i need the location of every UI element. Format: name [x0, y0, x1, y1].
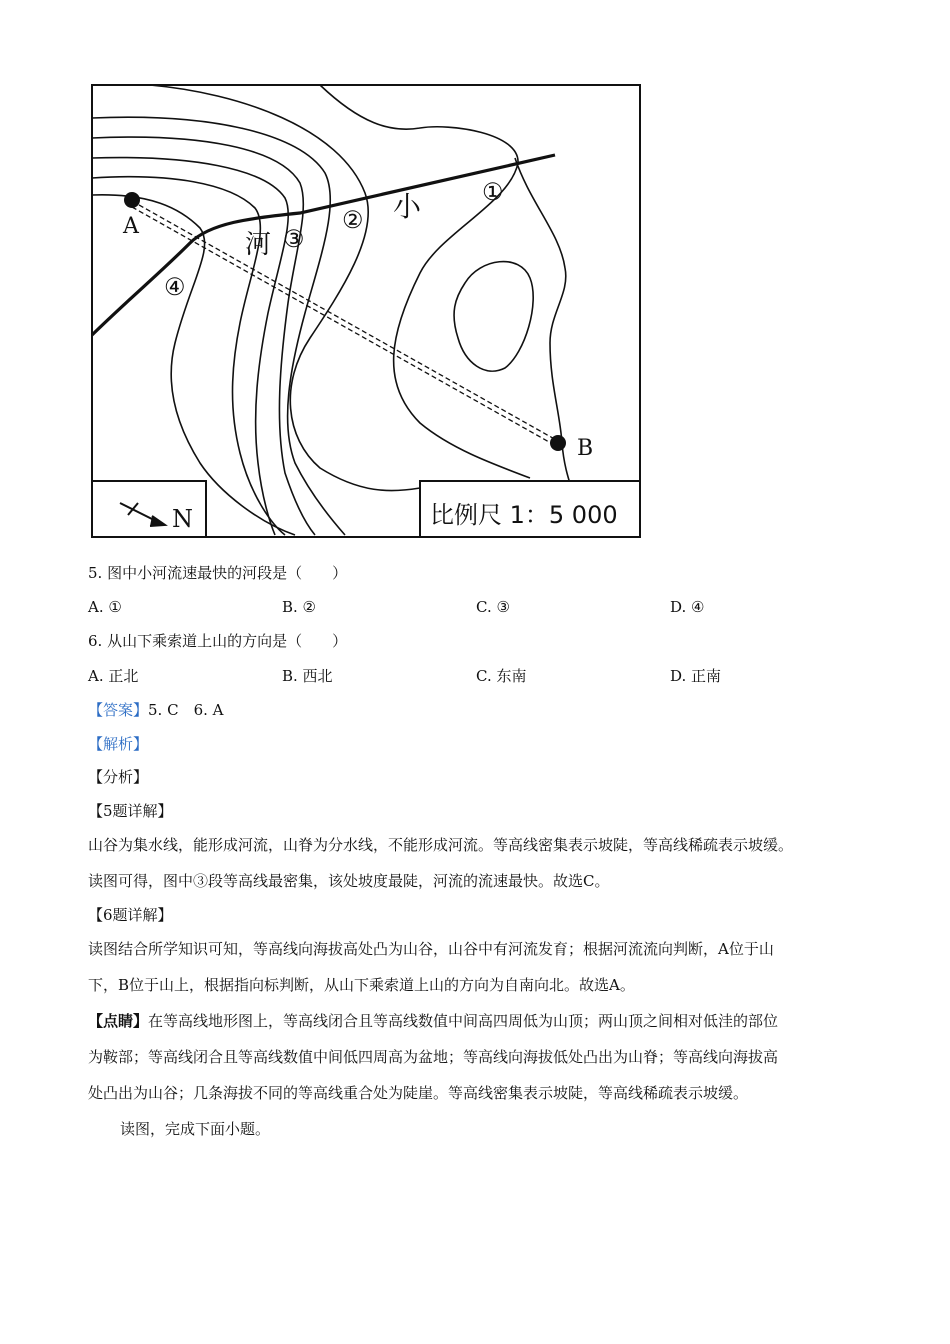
dianjing-text1: 在等高线地形图上，等高线闭合且等高线数值中间高四周低为山顶；两山顶之间相对低洼的部位	[148, 1012, 779, 1030]
answer-line	[88, 700, 224, 720]
q5-stem: 5. 图中小河流速最快的河段是（ ）	[88, 564, 348, 582]
detail5-line2: 读图可得，图中③段等高线最密集，该处坡度最陡，河流的流速最快。故选C。	[88, 872, 610, 890]
dianjing-line3: 处凸出为山谷；几条海拔不同的等高线重合处为陡崖。等高线密集表示坡陡，等高线稀疏表示坡缓。	[88, 1084, 749, 1102]
next-instruction: 读图，完成下面小题。	[120, 1120, 271, 1138]
answer-tag: 【答案】	[88, 701, 149, 719]
detail5-tag: 【5题详解】	[88, 802, 173, 820]
detail5-line1: 山谷为集水线，能形成河流，山脊为分水线，不能形成河流。等高线密集表示坡陡，等高线稀疏表示坡缓。	[88, 836, 794, 854]
marker-3: ③	[283, 225, 305, 253]
contour-map	[90, 83, 642, 539]
q5-option-d: D. ④	[670, 598, 705, 616]
marker-4: ④	[164, 273, 186, 301]
dianjing-line2: 为鞍部；等高线闭合且等高线数值中间低四周高为盆地；等高线向海拔低处凸出为山脊；等高线向海拔高	[88, 1048, 779, 1066]
q6-option-d: D. 正南	[670, 667, 722, 685]
scale-text: 比例尺 1：5 000	[430, 501, 618, 529]
fenxi-tag: 【分析】	[88, 768, 149, 786]
answer-text: 5. C 6. A	[148, 701, 224, 719]
detail6-tag: 【6题详解】	[88, 906, 173, 924]
detail6-line1: 读图结合所学知识可知，等高线向海拔高处凸为山谷，山谷中有河流发育；根据河流流向判断，A位于山	[88, 940, 774, 958]
label-b: B	[577, 436, 594, 461]
marker-1: ①	[482, 178, 504, 206]
marker-2: ②	[342, 206, 364, 234]
q5-option-b: B. ②	[282, 598, 317, 616]
point-a-dot	[124, 192, 140, 208]
river-char-he: 河	[245, 230, 272, 260]
analysis-tag: 【解析】	[88, 735, 149, 753]
q6-stem: 6. 从山下乘索道上山的方向是（ ）	[88, 632, 348, 650]
label-a: A	[123, 214, 139, 239]
q5-option-c: C. ③	[476, 598, 510, 616]
point-b-dot	[550, 435, 566, 451]
q5-option-a: A. ①	[88, 598, 122, 616]
dianjing-tag: 【点睛】	[88, 1012, 149, 1030]
q6-option-b: B. 西北	[282, 667, 333, 685]
detail6-line2: 下，B位于山上，根据指向标判断，从山下乘索道上山的方向为自南向北。故选A。	[88, 976, 635, 994]
q6-option-a: A. 正北	[88, 667, 139, 685]
q6-option-c: C. 东南	[476, 667, 527, 685]
river-char-xiao: 小	[393, 190, 422, 223]
dianjing-line1	[88, 1011, 878, 1031]
north-label: N	[172, 505, 193, 533]
